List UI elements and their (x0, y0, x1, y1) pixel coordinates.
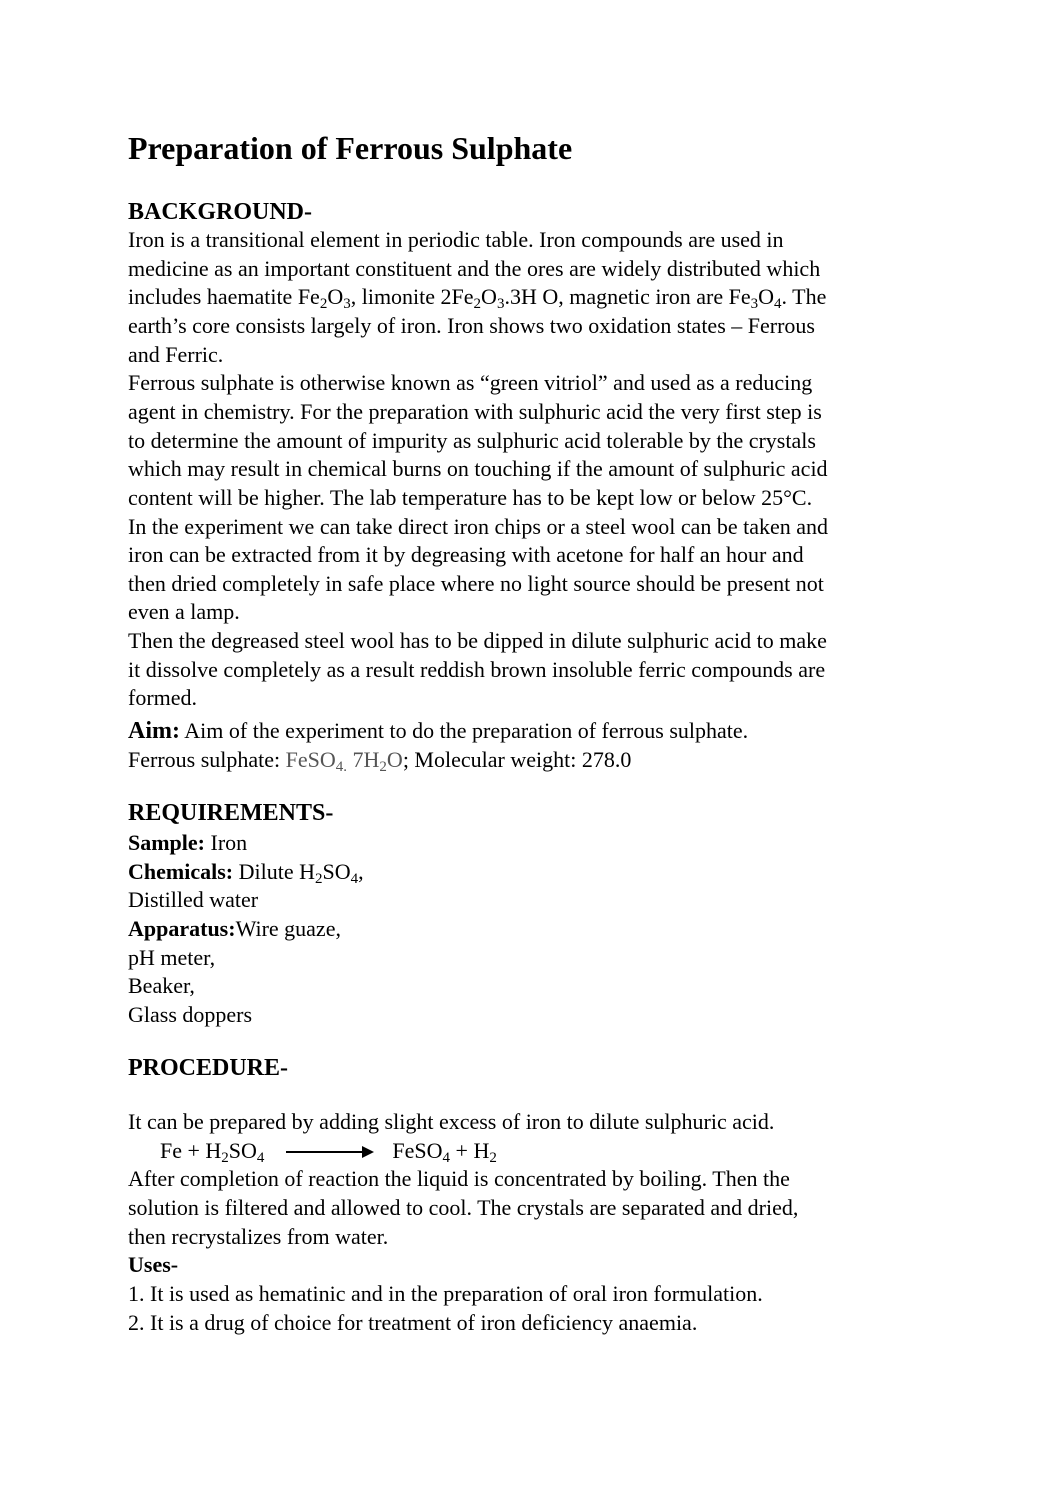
label: Uses- (128, 1252, 179, 1277)
text-run: Then the degreased steel wool has to be dipped in dilute sulphuric acid to make (128, 628, 827, 653)
label: Aim: (128, 718, 180, 744)
text-run: Ferrous sulphate is otherwise known as “green vitriol” and used as a reducing (128, 370, 813, 395)
requirements-line (128, 944, 215, 972)
text-run: and Ferric. (128, 342, 224, 367)
text-run: FeSO (392, 1138, 443, 1163)
text-run: Distilled water (128, 887, 259, 912)
background-line (128, 255, 820, 283)
subscript: 4. (335, 759, 348, 775)
text-run: then recrystalizes from water. (128, 1224, 389, 1249)
text-run: even a lamp. (128, 599, 240, 624)
text-run: to determine the amount of impurity as sulphuric acid tolerable by the crystals (128, 428, 816, 453)
background-line (128, 398, 822, 426)
subscript: 4 (442, 1150, 451, 1166)
text-run: It can be prepared by adding slight excess of iron to dilute sulphuric acid. (128, 1109, 775, 1134)
procedure-line (128, 1309, 697, 1337)
procedure-line (128, 1251, 178, 1279)
text-run: . The (781, 284, 827, 309)
label: Apparatus: (128, 916, 236, 941)
background-line (128, 513, 828, 541)
text-run: O (758, 284, 775, 309)
text-run: medicine as an important constituent and the ores are widely distributed which (128, 256, 821, 281)
text-run: it dissolve completely as a result reddish brown insoluble ferric compounds are (128, 657, 826, 682)
text-run: Wire guaze, (235, 916, 341, 941)
text-run: After completion of reaction the liquid is concentrated by boiling. Then the (128, 1166, 790, 1191)
background-line (128, 312, 815, 340)
text-run: pH meter, (128, 945, 216, 970)
subscript: 2 (473, 296, 482, 312)
subscript: 2 (379, 759, 387, 775)
procedure-line (128, 1223, 388, 1251)
label: Sample: (128, 830, 205, 855)
text-run: Iron is a transitional element in periodic table. Iron compounds are used in (128, 227, 784, 252)
requirements-line (128, 829, 247, 857)
text-run: 2. It is a drug of choice for treatment of iron deficiency anaemia. (128, 1310, 698, 1335)
background-line (128, 598, 240, 626)
text-run: solution is filtered and allowed to cool. The crystals are separated and dried, (128, 1195, 799, 1220)
text-run: formed. (128, 685, 198, 710)
background-line (128, 341, 223, 369)
background-line (128, 226, 784, 254)
text-run: content will be higher. The lab temperature has to be kept low or below 25°C. (128, 485, 813, 510)
text-run: O (481, 284, 497, 309)
background-line (128, 717, 748, 745)
background-line (128, 684, 197, 712)
subscript: 4 (350, 871, 359, 887)
subscript: 3 (496, 296, 505, 312)
text-run: + H (450, 1138, 490, 1163)
text-run: earth’s core consists largely of iron. Iron shows two oxidation states – Ferrous (128, 313, 815, 338)
subscript: 2 (221, 1150, 229, 1166)
background-line (128, 627, 827, 655)
subscript: 2 (314, 871, 323, 887)
subscript: 4 (774, 296, 782, 312)
procedure-line (128, 1194, 798, 1222)
subscript: 2 (489, 1150, 497, 1166)
text-run: ; Molecular weight: 278.0 (402, 747, 632, 772)
label: Chemicals: (128, 859, 234, 884)
text-run: SO (322, 859, 351, 884)
heading-procedure: PROCEDURE- (128, 1055, 288, 1081)
text-run: SO (228, 1138, 257, 1163)
heading-background: BACKGROUND- (128, 199, 312, 225)
subscript: 3 (343, 296, 351, 312)
reaction-arrow-icon (286, 1151, 372, 1153)
text-run: O (327, 284, 344, 309)
text-run: Dilute H (233, 859, 315, 884)
text-run: agent in chemistry. For the preparation with sulphuric acid the very first step is (128, 399, 822, 424)
heading-requirements: REQUIREMENTS- (128, 800, 334, 826)
text-run: iron can be extracted from it by degreasing with acetone for half an hour and (128, 542, 804, 567)
procedure-line (160, 1137, 497, 1165)
text-run: Beaker, (128, 973, 195, 998)
text-run: then dried completely in safe place where no light source should be present not (128, 571, 824, 596)
background-line (128, 369, 812, 397)
text-run: .3H O, magnetic iron are Fe (504, 284, 751, 309)
text-run: , limonite 2Fe (350, 284, 474, 309)
background-line (128, 541, 804, 569)
procedure-line (128, 1280, 763, 1308)
requirements-line (128, 972, 195, 1000)
requirements-line (128, 1001, 252, 1029)
requirements-line (128, 886, 258, 914)
subscript: 2 (319, 296, 328, 312)
subscript: 4 (256, 1150, 265, 1166)
text-run: 7H (347, 747, 380, 772)
text-run: O (386, 747, 403, 772)
page-title: Preparation of Ferrous Sulphate (128, 130, 573, 166)
text-run: , (358, 859, 364, 884)
procedure-line (128, 1165, 790, 1193)
text-run: In the experiment we can take direct iron chips or a steel wool can be taken and (128, 514, 829, 539)
background-line (128, 455, 828, 483)
text-run: which may result in chemical burns on touching if the amount of sulphuric acid (128, 456, 828, 481)
background-line (128, 570, 824, 598)
text-run: FeSO (285, 747, 336, 772)
background-line (128, 746, 631, 774)
requirements-line (128, 915, 341, 943)
text-run: Iron (205, 830, 248, 855)
background-line (128, 484, 812, 512)
background-line (128, 283, 826, 311)
text-run: Aim of the experiment to do the preparation of ferrous sulphate. (179, 718, 749, 743)
procedure-line (128, 1108, 774, 1136)
text-run: includes haematite Fe (128, 284, 320, 309)
text-run: 1. It is used as hematinic and in the preparation of oral iron formulation. (128, 1281, 763, 1306)
requirements-line (128, 858, 364, 886)
background-line (128, 427, 816, 455)
subscript: 3 (750, 296, 759, 312)
background-line (128, 656, 825, 684)
text-run: Fe + H (160, 1138, 222, 1163)
text-run: Ferrous sulphate: (128, 747, 286, 772)
text-run: Glass doppers (128, 1002, 253, 1027)
